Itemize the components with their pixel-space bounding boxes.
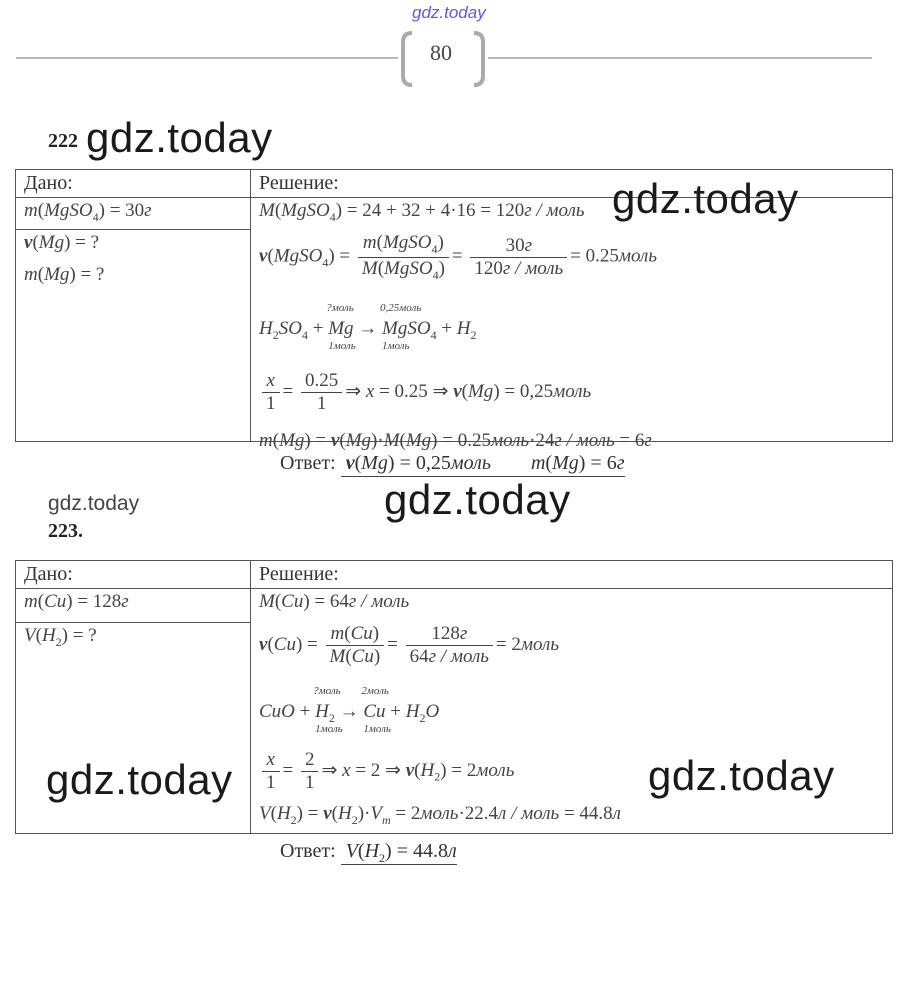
problem-number: 223. (48, 520, 83, 542)
watermark: gdz.today (48, 492, 140, 515)
eq-amount: ν(Cu) = $\frac{m(Cu)}{M(Cu)}$ = $\frac{128г}{\text{64г / моль}}$ = 2моль (259, 623, 559, 667)
eq-amount: ν(MgSO$_4$) = $\frac{m(MgSO_4)}{M(MgSO_4)}$ = $\frac{30г}{\text{120г / моль}}$ = 0.25моль (259, 232, 657, 282)
page-number: 80 (430, 40, 452, 65)
eq-molar-mass: M(MgSO$_4$) = 24 + 32 + 4·16 = 120г / моль (259, 200, 585, 224)
watermark: gdz.today (46, 756, 233, 803)
header-rule-right (488, 57, 872, 59)
given-header: Дано: (16, 561, 251, 589)
eq-molar-mass: M(Cu) = 64г / моль (259, 591, 410, 612)
eq-mass: m(Mg) = ν(Mg)·M(Mg) = 0.25моль·24г / моль = 6г (259, 430, 652, 451)
problem-number: 222 (48, 130, 78, 152)
given-unknowns: $V(H_2)$ = ? (16, 623, 251, 834)
eq-proportion: $\frac{x}{1}$ = $\frac{2}{1}$ ⇒ x = 2 ⇒ $\nu(H_2)$ = 2моль (259, 749, 514, 794)
given-mass: m(MgSO$_4$) = 30г (16, 198, 251, 230)
answer-222: Ответ: ν(Mg) = 0,25моль m(Mg) = 6г (280, 452, 625, 475)
eq-reaction: CuO + ?моль $H_2$ 1моль → 2моль Cu 1моль + $H_2O$ (259, 685, 440, 735)
solution-body (251, 198, 893, 451)
given-mass: m(Cu) = 128г (16, 589, 251, 623)
solution-header: Решение: (251, 561, 893, 589)
eq-volume: $V(H_2) = \nu(H_2)\cdot V_m$ = 2моль·22.4л / моль = 44.8л (259, 803, 621, 827)
eq-proportion: $\frac{x}{1}$ = $\frac{0.25}{1}$ ⇒ x = 0.25 ⇒ ν(Mg) = 0,25моль (259, 370, 591, 415)
watermark: gdz.today (384, 476, 571, 523)
answer-223: Ответ: $V(H_2) = 44.8л$ (280, 840, 457, 865)
given-unknowns: ν(Mg) = ? m(Mg) = ? (16, 230, 251, 442)
watermark: gdz.today (648, 752, 835, 799)
given-header: Дано: (16, 170, 251, 198)
eq-reaction: $H_2SO_4$ + ?моль Mg 1моль → 0,25моль MgSO$_4$ 1моль + $H_2$ (259, 302, 477, 352)
watermark: gdz.today (412, 3, 486, 22)
header-rule-left (16, 57, 398, 59)
watermark: gdz.today (612, 175, 799, 222)
solution-header: Решение: (251, 170, 893, 198)
watermark: gdz.today (86, 114, 273, 161)
